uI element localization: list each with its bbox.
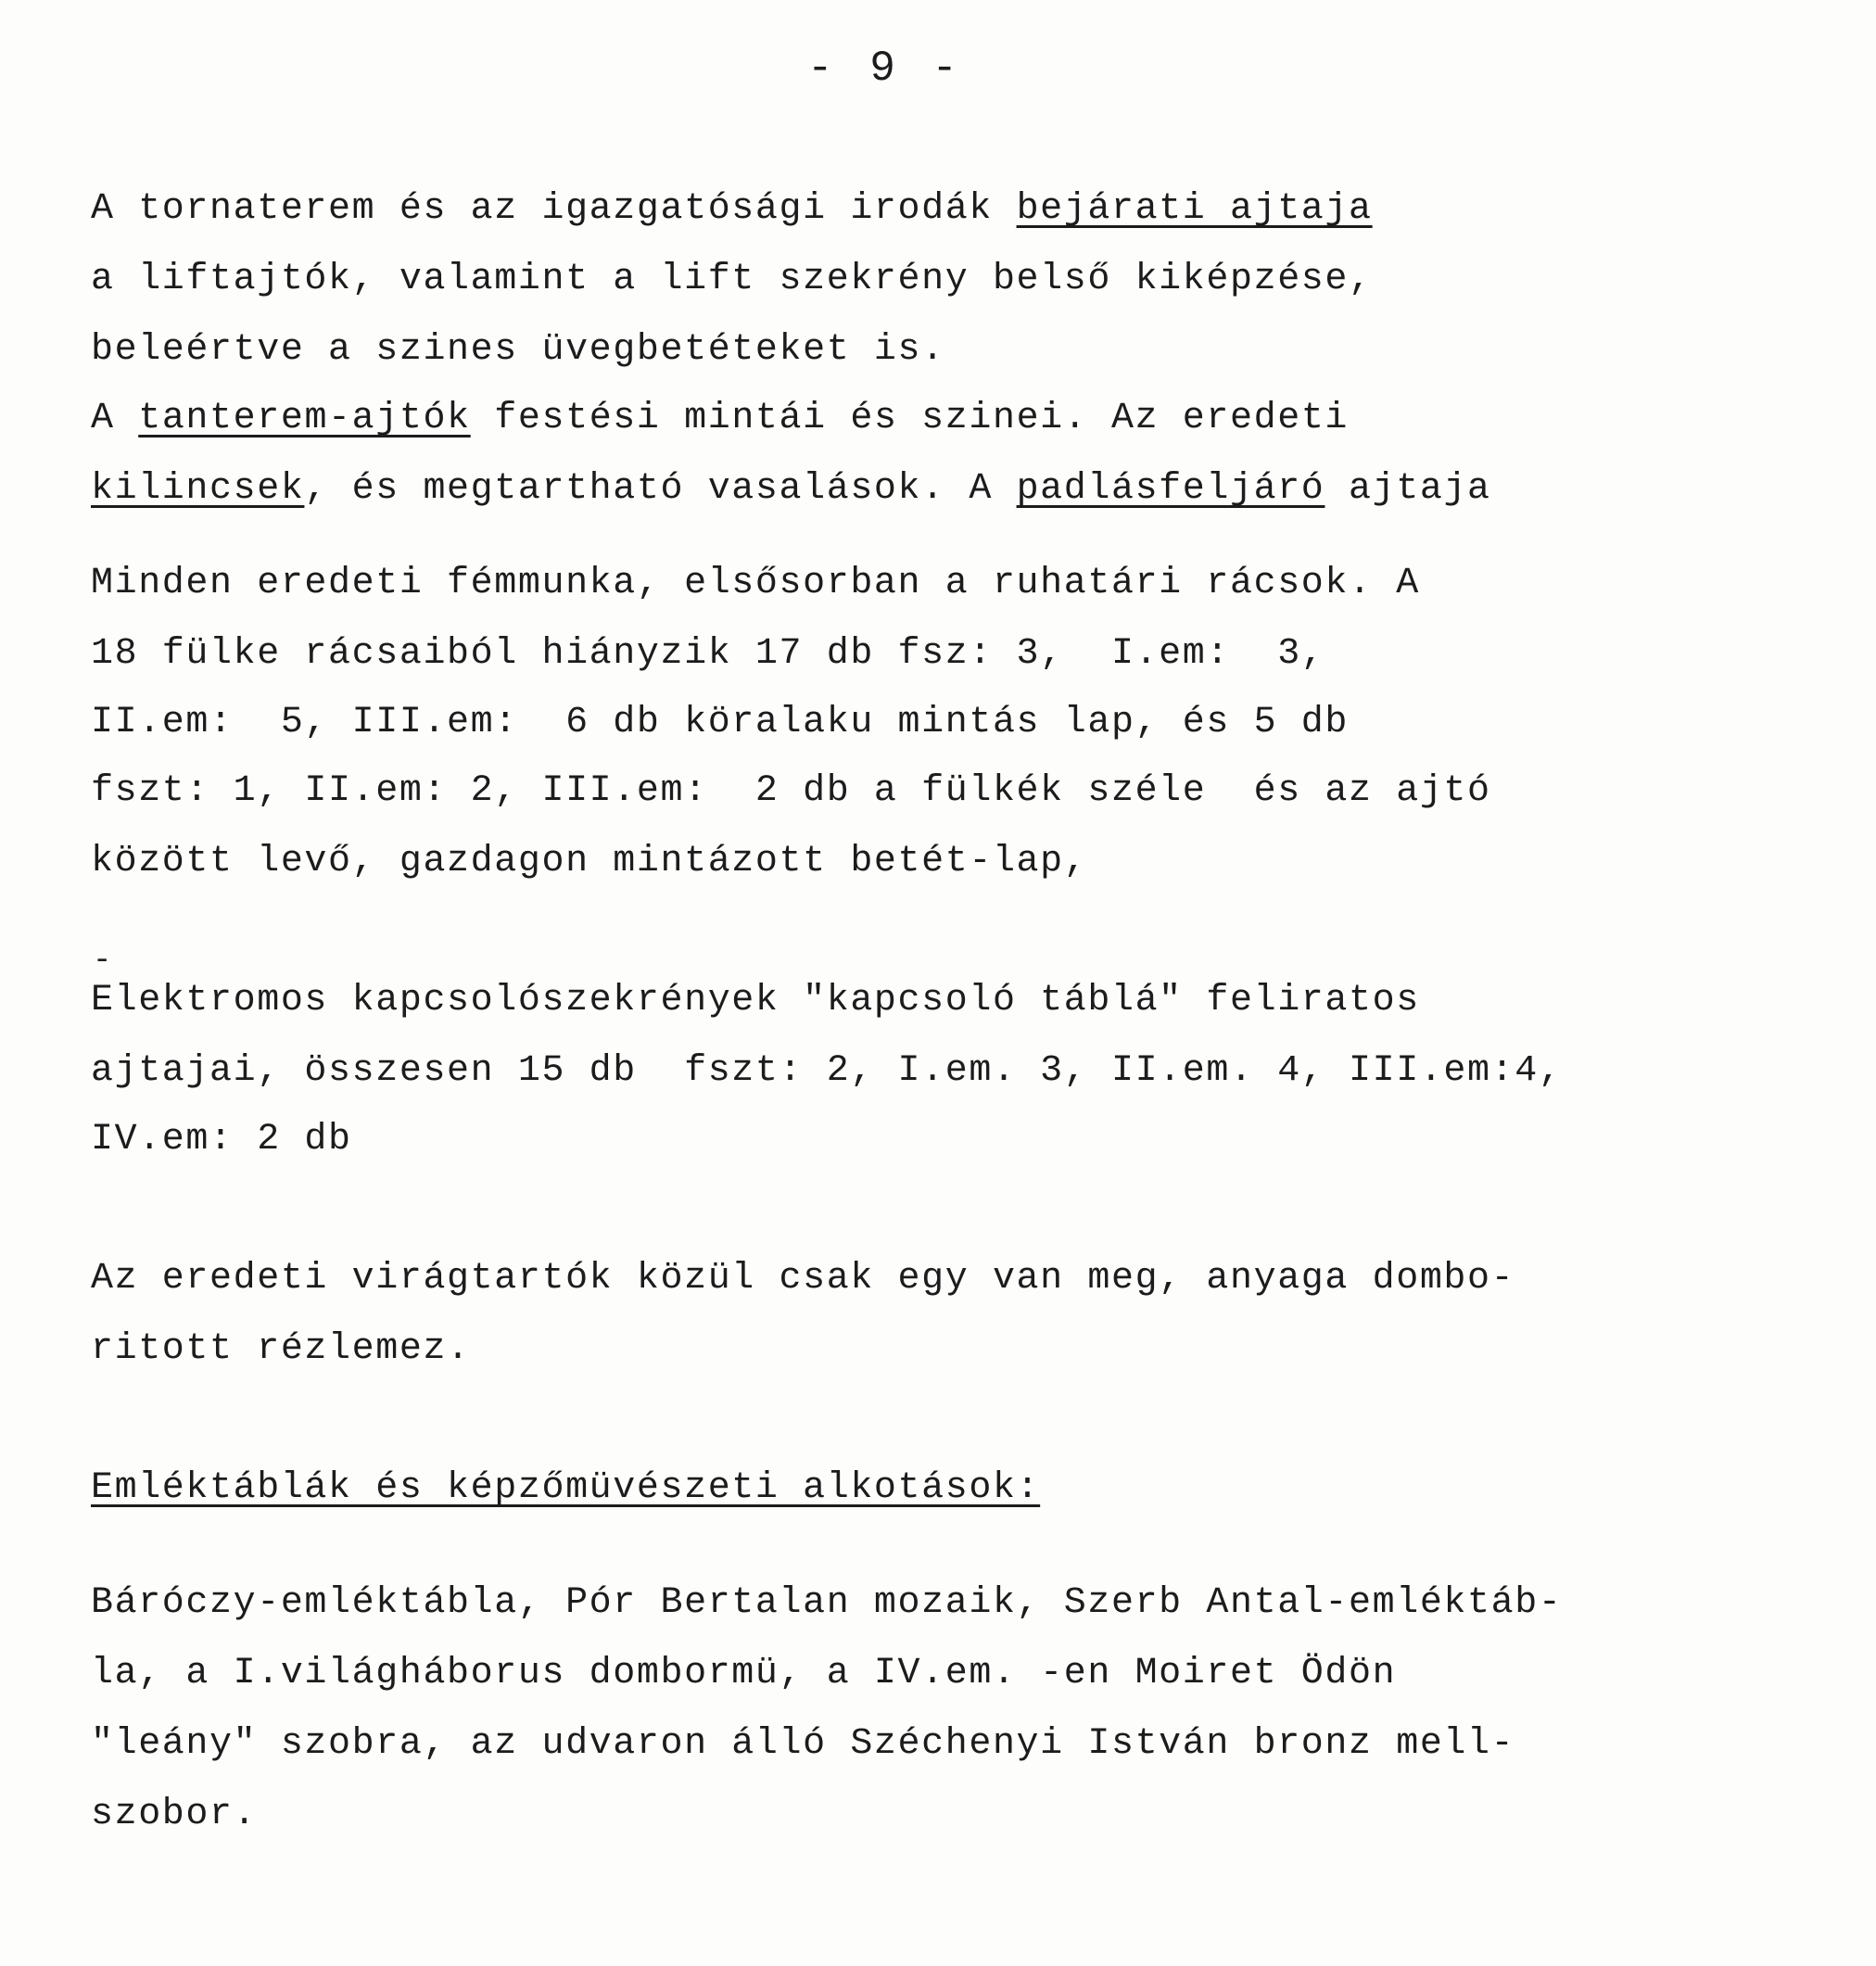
text-line: 18 fülke rácsaiból hiányzik 17 db fsz: 3, I.em: 3, [91,633,1325,675]
text-line: ajtajai, összesen 15 db fszt: 2, I.em. 3, II.em. 4, III.em:4, [91,1050,1563,1092]
underlined-text: kilincsek [91,468,305,510]
text-run: , és megtartható vasalások. A [304,468,1017,510]
text-line: között levő, gazdagon mintázott betét-lap, [91,841,1088,882]
text-line: a liftajtók, valamint a lift szekrény belső kiképzése, [91,259,1373,300]
text-line [91,468,1491,510]
text-line: Báróczy-emléktábla, Pór Bertalan mozaik, Szerb Antal-emléktáb- [91,1582,1563,1624]
text-line: II.em: 5, III.em: 6 db köralaku mintás lap, és 5 db [91,702,1350,743]
text-line [91,400,1349,438]
text-run: A tornaterem és az igazgatósági irodák [91,188,1017,230]
underlined-text: bejárati ajtaja [1016,188,1373,230]
text-line: ritott rézlemez. [91,1328,471,1370]
section-heading: Emléktáblák és képzőmüvészeti alkotások: [91,1467,1041,1509]
text-line [91,188,1373,230]
underlined-text: padlásfeljáró [1016,468,1325,510]
text-run: festési mintái és szinei. Az eredeti [470,398,1350,439]
text-line: la, a I.világháborus dombormü, a IV.em. -en Moiret Ödön [91,1653,1397,1694]
text-run: A [91,398,139,439]
text-line: Az eredeti virágtartók közül csak egy van meg, anyaga dombo- [91,1258,1515,1300]
text-run: ajtaja [1325,468,1491,510]
text-line: fszt: 1, II.em: 2, III.em: 2 db a fülkék széle és az ajtó [91,770,1491,812]
underlined-text: tanterem-ajtók [138,398,471,439]
text-line: Elektromos kapcsolószekrények "kapcsoló táblá" feliratos [91,980,1420,1021]
text-line: Minden eredeti fémmunka, elsősorban a ruhatári rácsok. A [91,563,1420,604]
text-line: "leány" szobra, az udvaron álló Széchenyi István bronz mell- [91,1723,1515,1765]
text-line: IV.em: 2 db [91,1119,352,1161]
page-number: - 9 - [806,44,964,93]
stray-dash-mark: - [93,944,112,979]
text-line: szobor. [91,1794,258,1835]
text-line: beleértve a szines üvegbetéteket is. [91,329,945,371]
